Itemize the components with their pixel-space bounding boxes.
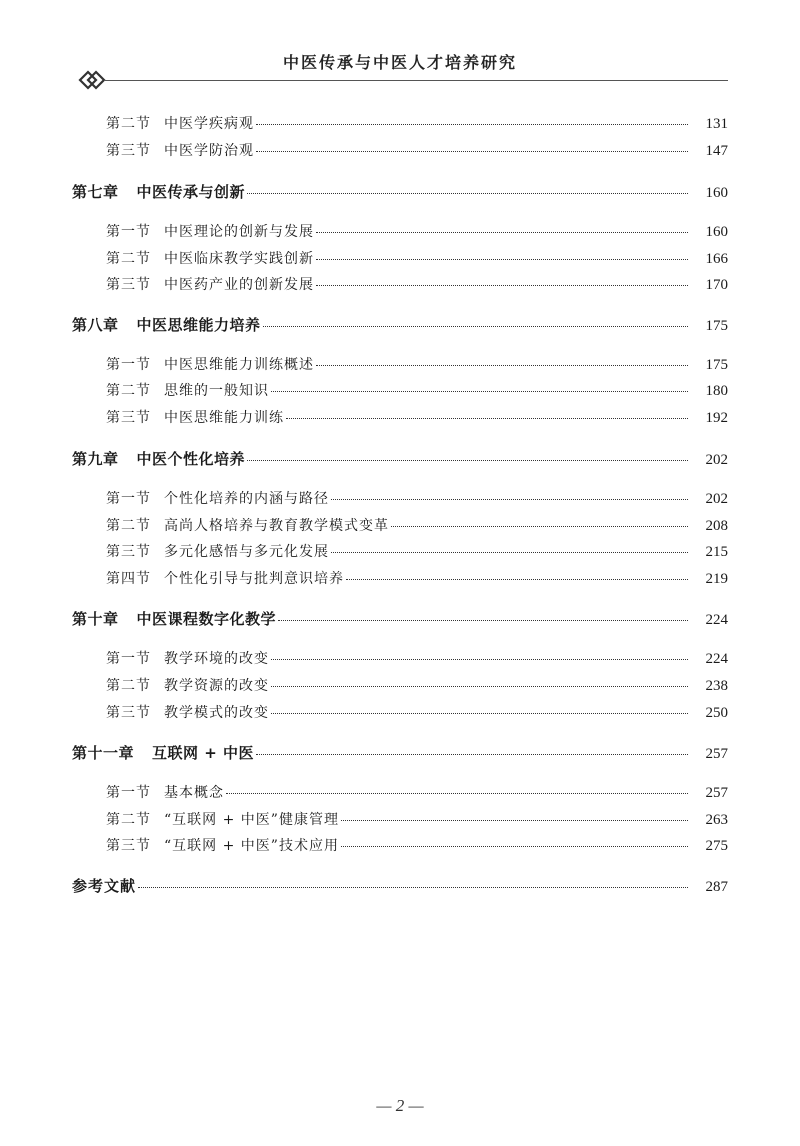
toc-section-entry[interactable] — [106, 354, 728, 380]
toc-section-entry[interactable] — [106, 248, 728, 274]
toc-section-entry[interactable] — [106, 221, 728, 247]
toc-section-entry[interactable] — [106, 809, 728, 835]
toc-entry-page: 219 — [705, 571, 728, 587]
toc-entry-page: 160 — [705, 224, 728, 240]
toc-section-entry[interactable] — [106, 407, 728, 433]
toc-entry-page: 175 — [705, 357, 728, 373]
toc-entry-title: 中医思维能力培养 — [136, 316, 261, 334]
toc-entry-number: 第十章 — [72, 610, 119, 628]
dot-leader — [341, 819, 688, 821]
toc-section-entry[interactable] — [106, 568, 728, 594]
toc-section-entry[interactable] — [106, 113, 728, 139]
toc-entry-title: 个性化引导与批判意识培养 — [164, 571, 344, 587]
dot-leader — [247, 192, 688, 194]
dot-leader — [316, 364, 688, 366]
dot-leader — [331, 551, 688, 553]
toc-section-entry[interactable] — [106, 380, 728, 406]
toc-entry-page: 131 — [705, 116, 728, 132]
toc-section-entry[interactable] — [106, 274, 728, 300]
toc-entry-number: 第一节 — [106, 224, 151, 240]
dot-leader — [256, 753, 688, 755]
dot-leader — [316, 258, 688, 260]
toc-entry-title: 中医思维能力训练 — [164, 410, 284, 426]
toc-chapter-entry[interactable] — [72, 448, 728, 474]
toc-section-entry[interactable] — [106, 782, 728, 808]
toc-section-entry[interactable] — [106, 648, 728, 674]
toc-entry-title: “互联网 + 中医”技术应用 — [164, 838, 339, 854]
toc-entry-number: 第三节 — [106, 277, 151, 293]
toc-entry-title: 中医思维能力训练概述 — [164, 357, 314, 373]
toc-entry-page: 287 — [705, 879, 728, 895]
toc-entry-number: 第三节 — [106, 705, 151, 721]
toc-entry-title: 教学资源的改变 — [164, 678, 269, 694]
toc-entry-number: 第七章 — [72, 183, 119, 201]
toc-entry-number: 第四节 — [106, 571, 151, 587]
toc-entry-title: 教学环境的改变 — [164, 651, 269, 667]
toc-entry-title: 中医理论的创新与发展 — [164, 224, 314, 240]
toc-entry-page: 275 — [705, 838, 728, 854]
dot-leader — [316, 231, 688, 233]
dot-leader — [271, 658, 688, 660]
dot-leader — [341, 845, 688, 847]
dot-leader — [391, 525, 688, 527]
toc-section-entry[interactable] — [106, 515, 728, 541]
header-rule — [104, 80, 728, 81]
toc-entry-number: 第二节 — [106, 383, 151, 399]
dot-leader — [316, 284, 688, 286]
toc-chapter-entry[interactable] — [72, 314, 728, 340]
toc-section-entry[interactable] — [106, 488, 728, 514]
toc-entry-page: 224 — [705, 651, 728, 667]
toc-entry-page: 202 — [705, 491, 728, 507]
toc-entry-page: 250 — [705, 705, 728, 721]
toc-section-entry[interactable] — [106, 702, 728, 728]
toc-entry-title: 参考文献 — [72, 877, 137, 895]
toc-entry-page: 192 — [705, 410, 728, 426]
dot-leader — [138, 886, 688, 888]
toc-entry-page: 224 — [705, 612, 728, 628]
toc-entry-page: 202 — [705, 452, 728, 468]
toc-entry-title: 中医临床教学实践创新 — [164, 251, 314, 267]
toc-entry-number: 第二节 — [106, 251, 151, 267]
toc-entry-number: 第二节 — [106, 116, 151, 132]
toc-entry-title: 个性化培养的内涵与路径 — [164, 491, 329, 507]
toc-entry-page: 147 — [705, 143, 728, 159]
toc-entry-page: 215 — [705, 544, 728, 560]
toc-entry-number: 第十一章 — [72, 744, 135, 762]
dot-leader — [247, 459, 688, 461]
toc-entry-page: 263 — [705, 812, 728, 828]
toc-entry-page: 170 — [705, 277, 728, 293]
toc-entry-page: 208 — [705, 518, 728, 534]
toc-chapter-entry[interactable] — [72, 742, 728, 768]
toc-entry-number: 第二节 — [106, 678, 151, 694]
dot-leader — [271, 685, 688, 687]
toc-entry-page: 257 — [705, 746, 728, 762]
toc-entry-page: 160 — [705, 185, 728, 201]
toc-section-entry[interactable] — [106, 140, 728, 166]
dot-leader — [256, 150, 688, 152]
dot-leader — [226, 792, 688, 794]
toc-entry-title: “互联网 + 中医”健康管理 — [164, 812, 339, 828]
toc-entry-number: 第一节 — [106, 491, 151, 507]
toc-entry-number: 第二节 — [106, 812, 151, 828]
toc-entry-page: 180 — [705, 383, 728, 399]
toc-entry-title: 思维的一般知识 — [164, 383, 269, 399]
dot-leader — [263, 325, 688, 327]
toc-entry-number: 第三节 — [106, 143, 151, 159]
toc-chapter-entry[interactable] — [72, 181, 728, 207]
toc-entry-number: 第三节 — [106, 838, 151, 854]
toc-entry-number: 第三节 — [106, 544, 151, 560]
dot-leader — [271, 712, 688, 714]
toc-entry-title: 中医学防治观 — [164, 143, 254, 159]
toc-entry-number: 第八章 — [72, 316, 119, 334]
toc-entry-title: 中医药产业的创新发展 — [164, 277, 314, 293]
toc-entry-number: 第三节 — [106, 410, 151, 426]
dot-leader — [278, 619, 688, 621]
toc-entry-number: 第一节 — [106, 785, 151, 801]
toc-references-entry[interactable] — [72, 875, 728, 901]
toc-entry-number: 第二节 — [106, 518, 151, 534]
toc-entry-title: 中医个性化培养 — [136, 450, 246, 468]
toc-entry-page: 238 — [705, 678, 728, 694]
dot-leader — [331, 498, 688, 500]
toc-entry-number: 第九章 — [72, 450, 119, 468]
toc-entry-title: 中医传承与创新 — [136, 183, 246, 201]
toc-entry-title: 中医学疾病观 — [164, 116, 254, 132]
toc-entry-number: 第一节 — [106, 357, 151, 373]
page-number: — 2 — — [376, 1096, 424, 1115]
toc-entry-title: 互联网 + 中医 — [152, 744, 255, 762]
toc-section-entry[interactable] — [106, 541, 728, 567]
toc-chapter-entry[interactable] — [72, 608, 728, 634]
toc-entry-title: 高尚人格培养与教育教学模式变革 — [164, 518, 389, 534]
dot-leader — [346, 578, 688, 580]
toc-entry-page: 257 — [705, 785, 728, 801]
dot-leader — [271, 390, 688, 392]
toc-entry-title: 基本概念 — [164, 785, 224, 801]
dot-leader — [256, 123, 688, 125]
dot-leader — [286, 417, 688, 419]
running-header-title: 中医传承与中医人才培养研究 — [282, 53, 517, 72]
toc-section-entry[interactable] — [106, 835, 728, 861]
toc-entry-title: 多元化感悟与多元化发展 — [164, 544, 329, 560]
toc-entry-title: 中医课程数字化教学 — [136, 610, 277, 628]
toc-entry-page: 166 — [705, 251, 728, 267]
toc-section-entry[interactable] — [106, 675, 728, 701]
toc-entry-number: 第一节 — [106, 651, 151, 667]
toc-entry-page: 175 — [705, 318, 728, 334]
toc-entry-title: 教学模式的改变 — [164, 705, 269, 721]
